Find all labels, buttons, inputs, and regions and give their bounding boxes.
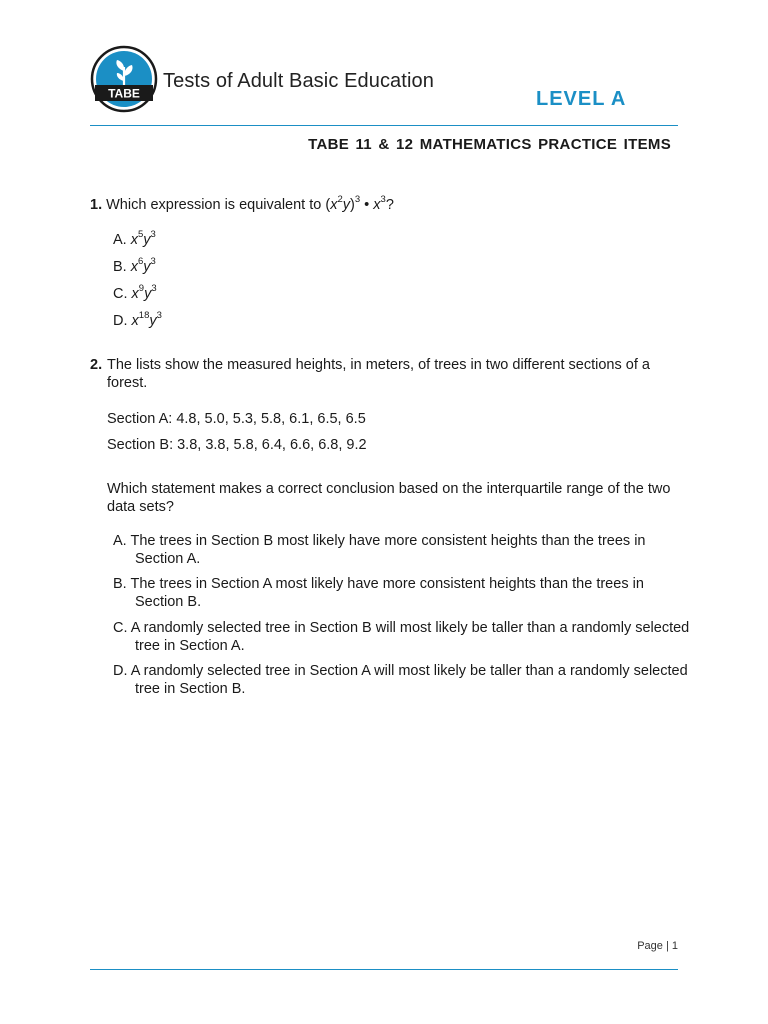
q2-option-d[interactable]: D. A randomly selected tree in Section A will most likely be taller than a randomly selected tree in Section B. bbox=[113, 663, 688, 697]
logo-text: TABE bbox=[108, 86, 140, 101]
question-1-number: 1. bbox=[90, 197, 103, 213]
question-2-number: 2. bbox=[90, 357, 103, 373]
q2-option-c[interactable]: C. A randomly selected tree in Section B will most likely be taller than a randomly selected tree in Section A. bbox=[113, 620, 690, 654]
q2-option-a[interactable]: A. The trees in Section B most likely have more consistent heights than the trees in Section A. bbox=[113, 533, 646, 567]
q1-option-a[interactable]: A. $x^5y^3$ bbox=[113, 229, 156, 248]
q1-option-c[interactable]: C. $x^9y^3$ bbox=[113, 283, 157, 302]
section-a-data: Section A: 4.8, 5.0, 5.3, 5.8, 6.1, 6.5, 6.5 bbox=[107, 411, 366, 427]
page-number: Page | 1 bbox=[637, 940, 678, 952]
q2-option-b[interactable]: B. The trees in Section A most likely have more consistent heights than the trees in Section B. bbox=[113, 576, 644, 610]
header-divider bbox=[90, 125, 678, 126]
question-2-prompt: Which statement makes a correct conclusion based on the interquartile range of the two data sets? bbox=[107, 481, 671, 515]
question-1 bbox=[90, 196, 394, 214]
footer-divider bbox=[90, 969, 678, 970]
question-2-number-wrap bbox=[90, 356, 102, 374]
brand-name: Tests of Adult Basic Education bbox=[163, 70, 434, 92]
level-label: LEVEL A bbox=[536, 88, 627, 110]
question-2-stem: The lists show the measured heights, in meters, of trees in two different sections of a forest. bbox=[107, 357, 650, 391]
question-1-stem: Which expression is equivalent to $(x^2y)^3$ • $x^3$? bbox=[106, 194, 394, 213]
document-title: TABE 11 & 12 MATHEMATICS PRACTICE ITEMS bbox=[308, 136, 671, 153]
tabe-logo bbox=[90, 45, 158, 113]
section-b-data: Section B: 3.8, 3.8, 5.8, 6.4, 6.6, 6.8, 9.2 bbox=[107, 437, 367, 453]
q1-option-b[interactable]: B. $x^6y^3$ bbox=[113, 256, 156, 275]
q1-option-d[interactable]: D. $x^{18}y^3$ bbox=[113, 310, 162, 329]
